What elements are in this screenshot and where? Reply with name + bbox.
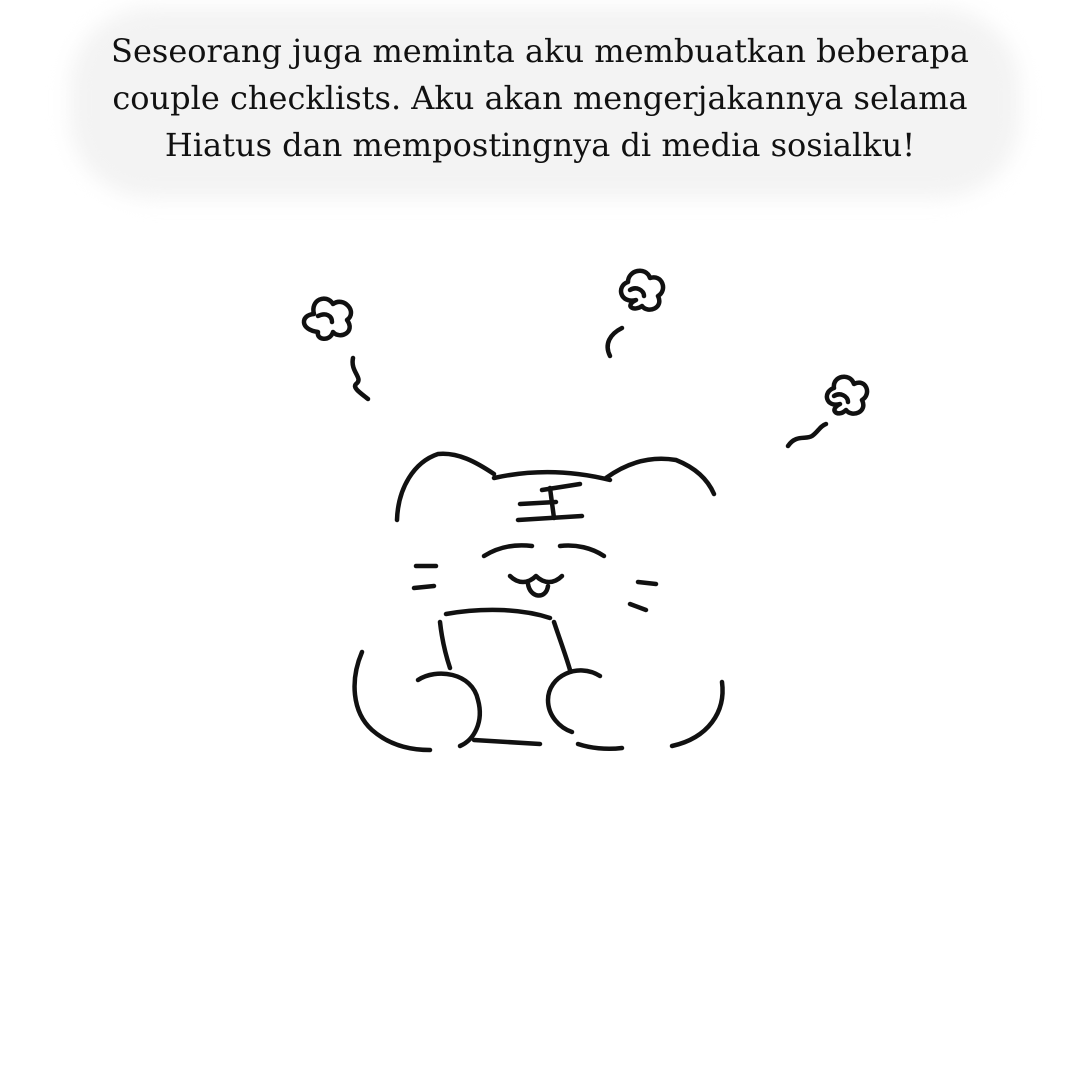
tiger-head-outline bbox=[397, 454, 494, 520]
tiger-mouth bbox=[510, 576, 562, 582]
caption-line-3: Hiatus dan mempostingnya di media sosialku! bbox=[164, 126, 916, 164]
tiger-stripe bbox=[542, 484, 580, 490]
puff-icon bbox=[827, 377, 867, 414]
tiger-head-outline bbox=[606, 459, 714, 494]
tiger-body-left bbox=[355, 652, 430, 750]
phone-right-edge bbox=[554, 622, 570, 670]
phone-top bbox=[446, 610, 550, 618]
puff-trail bbox=[788, 424, 826, 446]
tiger-body-right bbox=[672, 682, 723, 746]
tiger-paw-left bbox=[418, 674, 480, 746]
puff-icon bbox=[621, 271, 663, 310]
caption-line-1: Seseorang juga meminta aku membuatkan beberapa bbox=[111, 32, 969, 70]
puff-trail bbox=[608, 328, 622, 356]
puff-icon bbox=[304, 299, 351, 339]
tiger-head-top bbox=[494, 472, 610, 480]
phone-bottom bbox=[474, 740, 540, 744]
tiger-paw-right bbox=[548, 670, 600, 732]
tiger-whisker bbox=[630, 604, 646, 610]
caption-line-2: couple checklists. Aku akan mengerjakannya selama bbox=[112, 79, 968, 117]
tiger-eye-left bbox=[484, 545, 532, 556]
tiger-body-bottom-right bbox=[578, 744, 622, 749]
tiger-tongue bbox=[528, 584, 548, 596]
phone-left-edge bbox=[440, 622, 450, 668]
tiger-stripe bbox=[518, 516, 582, 520]
tiger-whisker bbox=[414, 586, 434, 588]
puff-trail bbox=[353, 358, 368, 399]
tiger-eye-right bbox=[560, 545, 604, 556]
tiger-whisker bbox=[638, 582, 656, 584]
tiger-stripe bbox=[520, 502, 556, 504]
